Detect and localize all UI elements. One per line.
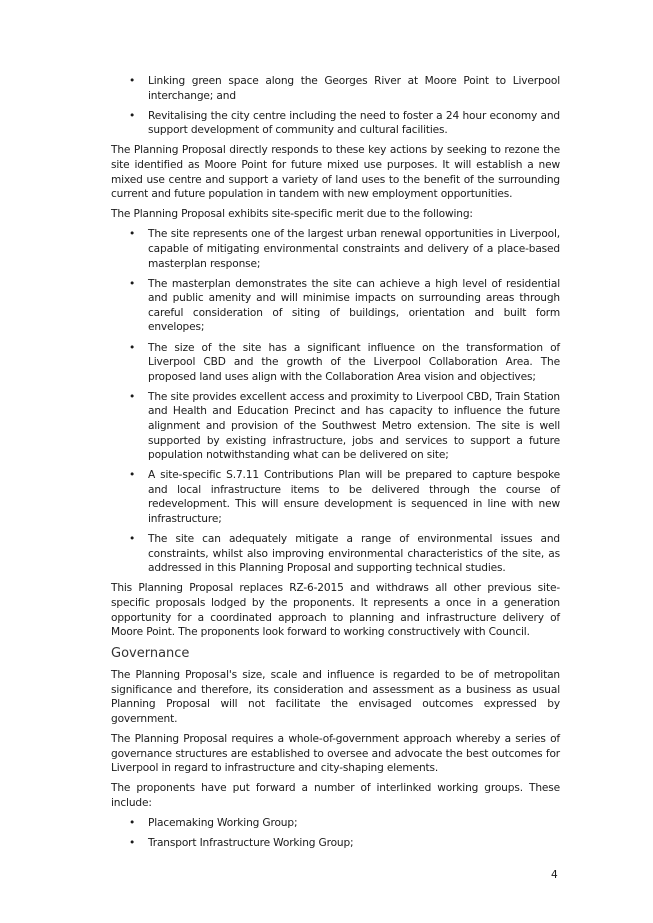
paragraph: This Planning Proposal replaces RZ-6-2015 and withdraws all other previous site-specific proposals lodged by the proponents. It represents a once in a generation opportunity for a coordinated approach to planning and infrastructure delivery of Moore Point. The proponents look forward to working constructively with Council. [111,582,560,639]
paragraph: The Planning Proposal requires a whole-of-government approach whereby a series of governance structures are established to oversee and advocate the best outcomes for Liverpool in regard to infrastructure and city-shaping elements. [111,733,560,775]
list-item: • The site can adequately mitigate a range of environmental issues and constraints, whilst also improving environmental characteristics of the site, as addressed in this Planning Proposal and supporting technical studies. [129,533,560,575]
list-item: • Transport Infrastructure Working Group; [129,837,354,850]
bullet-list-merit [111,227,560,576]
paragraph: The Planning Proposal exhibits site-specific merit due to the following: [111,208,473,221]
bullet-icon: • [129,341,136,354]
section-heading-governance: Governance [111,646,190,662]
list-item: • The masterplan demonstrates the site can achieve a high level of residential and public amenity and will minimise impacts on surrounding areas through careful consideration of siting of buildings, orientation and built form envelopes; [129,277,560,334]
list-item: • Revitalising the city centre including the need to foster a 24 hour economy and support development of community and cultural facilities. [129,109,560,137]
bullet-icon: • [129,277,136,290]
page-number: 4 [551,869,558,881]
paragraph: The Planning Proposal directly responds to these key actions by seeking to rezone the site identified as Moore Point for future mixed use purposes. It will establish a new mixed use centre and support a variety of land uses to the benefit of the surrounding current and future population in tandem with new employment opportunities. [111,144,560,201]
bullet-icon: • [129,390,136,403]
list-item: • The site represents one of the largest urban renewal opportunities in Liverpool, capable of mitigating environmental constraints and delivery of a place-based masterplan response; [129,228,560,270]
bullet-icon: • [129,533,136,546]
bullet-icon: • [129,469,136,482]
list-item: • Linking green space along the Georges River at Moore Point to Liverpool interchange; and [129,75,560,102]
page-content [111,74,560,856]
bullet-icon: • [129,817,136,830]
bullet-icon: • [129,837,136,850]
bullet-list-working-groups [111,816,560,851]
list-item: • A site-specific S.7.11 Contributions Plan will be prepared to capture bespoke and local infrastructure items to be delivered through the course of redevelopment. This will ensure development is sequenced in line with new infrastructure; [129,469,560,526]
paragraph: The Planning Proposal's size, scale and influence is regarded to be of metropolitan significance and therefore, its consideration and assessment as a business as usual Planning Proposal will not facilitate the envisaged outcomes expressed by government. [111,669,560,726]
list-item: • Placemaking Working Group; [129,817,298,830]
paragraph: The proponents have put forward a number of interlinked working groups. These include: [111,782,560,810]
bullet-icon: • [129,228,136,241]
bullet-icon: • [129,109,136,122]
bullet-icon: • [129,75,136,87]
bullet-list-actions [111,74,560,138]
list-item: • The site provides excellent access and proximity to Liverpool CBD, Train Station and Health and Education Precinct and has capacity to influence the future alignment and provision of the Southwest Metro extension. The site is well supported by existing infrastructure, jobs and services to support a future population notwithstanding what can be delivered on site; [129,390,560,462]
list-item: • The size of the site has a significant influence on the transformation of Liverpool CBD and the growth of the Liverpool Collaboration Area. The proposed land uses align with the Collaboration Area vision and objectives; [129,341,560,383]
